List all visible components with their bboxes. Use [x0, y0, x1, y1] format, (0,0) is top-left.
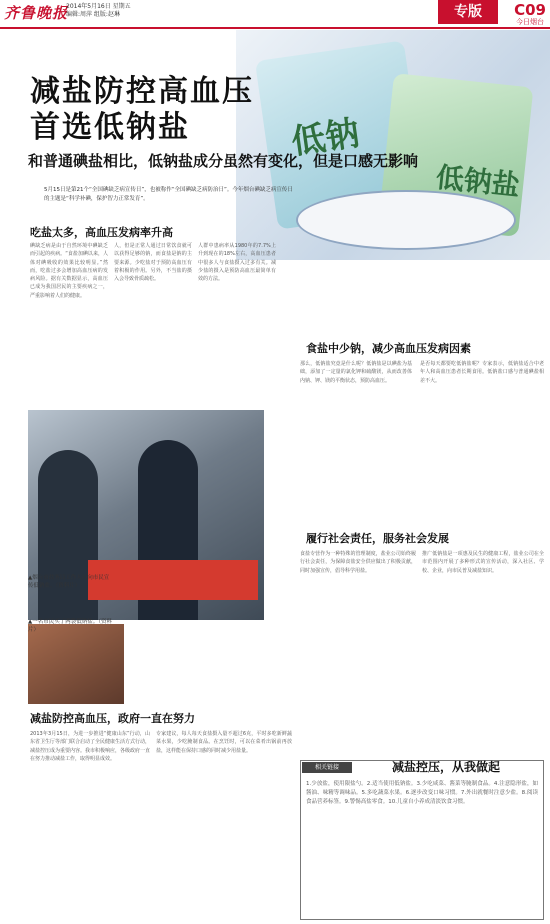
article-column-6: 食盐专营作为一种特殊的管理制度，盐业公司始终履行社会责任，为保障食盐安全供应做出了积极贡献，同时加强宣传，倡导科学用盐。 [300, 551, 416, 574]
shopper-photo [28, 624, 124, 704]
section-title-3: 履行社会责任，服务社会发展 [306, 532, 449, 545]
header-rule [0, 27, 550, 29]
related-tag: 相关链接 [302, 762, 352, 773]
editor-text: 编辑:周萍 组版:赵琳 [66, 11, 120, 18]
article-column-9: 专家建议，每人每天食盐摄入量不超过6克，平时多吃新鲜蔬菜水果，少吃腌制食品。在烹饪时，可以在菜肴出锅前再放盐，这样能在保持口感的同时减少用盐量。 [156, 731, 292, 754]
dateline [66, 3, 131, 19]
article-column-4: 那么，低钠盐究竟是什么呢？低钠盐是以碘盐为基础，添加了一定量的氯化钾和硫酸镁，从而改善体内钠、钾、镁的平衡状态，预防高血压。 [300, 361, 412, 384]
article-column-5: 是否每天都要吃低钠盐呢？专家表示，低钠盐适合中老年人和高血压患者长期食用。低钠盐口感与普通碘盐相差不大。 [420, 361, 544, 384]
lead-paragraph: 5月15日是第21个“全国碘缺乏病宣传日”，也被称作“全国碘缺乏病防治日”。今年烟台碘缺乏病宣传日的主题是“科学补碘，保护智力正常发育”。 [44, 187, 293, 202]
salt-bags-photo [236, 30, 550, 260]
box-title: 减盐控压，从我做起 [392, 760, 501, 774]
article-column-1: 碘缺乏病是由于自然环境中碘缺乏而引起的疾病。“食盐加碘以来，人体对碘吸收的效果比较明显。”然而，吃盐过多会增加高血压病的发病风险。据有关数据显示，高血压已成为我国居民的主要疾病之一，严重影响着人们的健康。 [30, 243, 108, 299]
bag-label-2: 低钠盐 [434, 160, 522, 203]
date-text: 2014年5月16日 星期五 [66, 3, 131, 10]
headline [30, 74, 254, 146]
newspaper-logo: 齐鲁晚报 [4, 4, 69, 22]
special-badge: 专版 [438, 0, 498, 24]
photo-caption-2: ▲一名市民买了两袋低钠盐。（资料片） [28, 619, 112, 633]
tips-list: 1.少放盐，使用限盐勺。2.适当使用低钠盐。3.少吃咸菜、酱菜等腌制食品。4.注意隐形盐，如酱油、味精等调味品。5.多吃蔬菜水果。6.逐步改变口味习惯。7.外出就餐时注意少盐。8.阅读食品营养标签。9.警惕高盐零食。10.儿童自小养成清淡饮食习惯。 [306, 781, 538, 805]
article-column-3: 人群中患病率从1980年的7.7%上升到现在的18%左右，高血压患者中很多人与食盐摄入过多有关。减少盐的摄入是预防高血压最简单有效的方法。 [198, 243, 276, 283]
page-number: C09 [514, 1, 546, 19]
subheadline: 和普通碘盐相比，低钠盐成分虽然有变化，但是口感无影响 [28, 152, 419, 170]
masthead [0, 0, 550, 30]
article-column-2: 人，但是正常人通过日常饮食就可以获得足够的钠，而食盐是钠的主要来源。少吃盐对于预防高血压有着积极的作用。另外，不当盐的摄入会导致骨质疏松。 [114, 243, 192, 283]
section-title-2: 食盐中少钠，减少高血压发病因素 [306, 342, 471, 355]
headline-line-2: 首选低钠盐 [30, 110, 190, 145]
bag-label-1: 低钠 [289, 113, 362, 163]
photo-caption-1: ▲烟台市盐务局工作人员向市民宣传低钠盐。（资料片） [28, 575, 110, 589]
page-section: 今日烟台 [516, 18, 544, 26]
section-title-1: 吃盐太多，高血压发病率升高 [30, 226, 173, 239]
article-column-7: 推广低钠盐是一项惠及民生的健康工程，盐业公司在全市范围内开展了多种形式的宣传活动，深入社区、学校、企业，向市民普及减盐知识。 [422, 551, 544, 574]
headline-line-1: 减盐防控高血压 [30, 74, 254, 109]
section-title-4: 减盐防控高血压，政府一直在努力 [30, 712, 195, 725]
article-column-8: 2013年3月15日，为进一步推进“健康山东”行动，山东省卫生厅等部门联合启动了全民健康生活方式行动，减盐控压成为重要内容。我市积极响应，各级政府一直在努力推动减盐工作，取得明显成效。 [30, 731, 150, 762]
